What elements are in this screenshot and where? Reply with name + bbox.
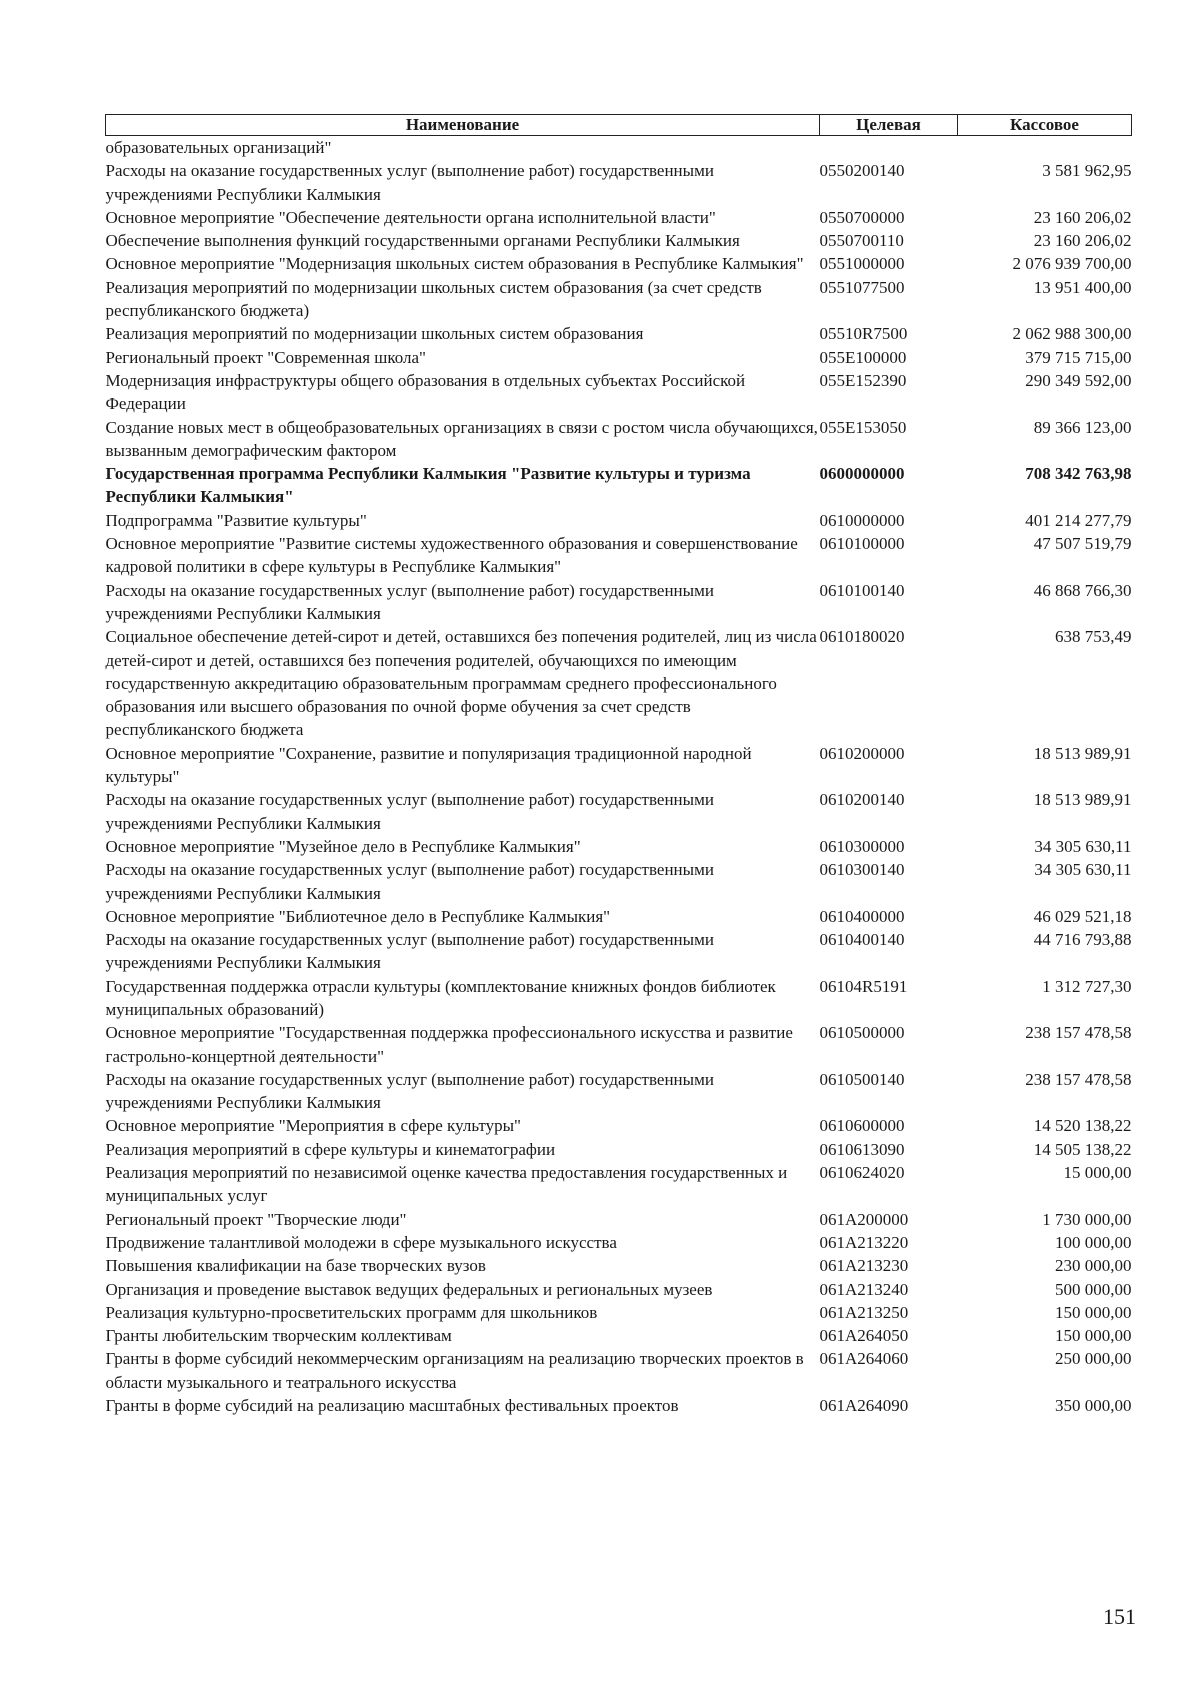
table-row: [106, 1231, 1132, 1254]
row-code: 0610624020: [819, 1163, 905, 1183]
row-code: 0610600000: [819, 1116, 905, 1136]
row-name: Гранты любительским творческим коллективам: [105, 1326, 452, 1346]
table-row: [106, 788, 1132, 835]
row-sum: 14 520 138,22: [1033, 1116, 1132, 1136]
row-code: 0610400140: [819, 930, 905, 950]
table-row: [106, 1021, 1132, 1068]
row-name: Региональный проект "Современная школа": [105, 347, 427, 367]
row-name: Гранты в форме субсидий некоммерческим организациям на реализацию творческих проектов в области музыкального и театрального искусства: [105, 1349, 804, 1392]
row-sum: 34 305 630,11: [1034, 860, 1132, 880]
row-code: 055E153050: [819, 417, 907, 437]
row-sum: 34 305 630,11: [1034, 836, 1132, 856]
row-name: Реализация мероприятий по модернизации школьных систем образования (за счет средств республиканского бюджета): [105, 277, 762, 321]
row-code: 061A264090: [819, 1396, 909, 1416]
row-code: 0600000000: [819, 464, 905, 484]
row-sum: 46 029 521,18: [1033, 906, 1132, 926]
row-code: 0610613090: [819, 1139, 905, 1159]
row-name: Расходы на оказание государственных услуг (выполнение работ) государственными учреждениями Республики Калмыкия: [105, 790, 714, 833]
row-name: Социальное обеспечение детей-сирот и детей, оставшихся без попечения родителей, лиц из числа детей-сирот и детей, оставшихся без попечения родителей, обучающихся по имеющим государственную аккредитацию образовательным программам среднего профессионального образования или высшего образования по очной форме обучения за счет средств республиканского бюджета: [105, 627, 817, 740]
table-row: [106, 625, 1132, 741]
row-name: Реализация мероприятий в сфере культуры и кинематографии: [105, 1139, 556, 1159]
row-code: 061A213250: [819, 1302, 909, 1322]
row-name: Основное мероприятие "Модернизация школьных систем образования в Республике Калмыкия": [105, 254, 804, 274]
row-name: Основное мероприятие "Развитие системы художественного образования и совершенствование кадровой политики в сфере культуры в Республике Калмыкия": [105, 534, 798, 577]
row-name: Гранты в форме субсидий на реализацию масштабных фестивальных проектов: [105, 1396, 679, 1416]
table-row: [106, 579, 1132, 626]
row-code: 0610300000: [819, 836, 905, 856]
row-name: Основное мероприятие "Сохранение, развитие и популяризация традиционной народной культуры": [105, 743, 752, 787]
row-code: 0550200140: [819, 161, 905, 181]
table-row: [106, 159, 1132, 206]
row-code: 0610200140: [819, 790, 905, 810]
row-sum: 500 000,00: [1055, 1279, 1132, 1299]
row-name: Основное мероприятие "Обеспечение деятельности органа исполнительной власти": [105, 207, 716, 227]
table-row: [106, 1324, 1132, 1347]
row-sum: 23 160 206,02: [1033, 231, 1132, 251]
budget-table: [105, 114, 1132, 1417]
row-code: 061A213230: [819, 1256, 909, 1276]
header-code: Целевая: [820, 115, 958, 136]
row-code: 0610100000: [819, 534, 905, 554]
row-name: Расходы на оказание государственных услуг (выполнение работ) государственными учреждениями Республики Калмыкия: [105, 580, 714, 623]
row-sum: 401 214 277,79: [1025, 510, 1132, 530]
table-row: [106, 509, 1132, 532]
row-name: образовательных организаций": [105, 138, 332, 157]
row-sum: [958, 136, 1132, 160]
row-sum: 14 505 138,22: [1033, 1139, 1132, 1159]
table-row: [106, 229, 1132, 252]
row-name: Расходы на оказание государственных услуг (выполнение работ) государственными учреждениями Республики Калмыкия: [105, 860, 714, 903]
row-sum: 1 730 000,00: [1042, 1209, 1132, 1229]
row-sum: 350 000,00: [1055, 1396, 1132, 1416]
row-name: Основное мероприятие "Мероприятия в сфере культуры": [105, 1116, 521, 1136]
row-name: Создание новых мест в общеобразовательных организациях в связи с ростом числа обучающихся, вызванным демографическим фактором: [105, 417, 818, 460]
row-name: Реализация культурно-просветительских программ для школьников: [105, 1302, 598, 1322]
row-code: 0610500000: [819, 1023, 905, 1043]
row-code: 0610180020: [819, 627, 905, 647]
table-row: [106, 532, 1132, 579]
row-sum: 238 157 478,58: [1025, 1023, 1132, 1043]
table-row: [106, 276, 1132, 323]
row-sum: 1 312 727,30: [1042, 976, 1132, 996]
table-row: [106, 1208, 1132, 1231]
row-code: 0610100140: [819, 580, 905, 600]
row-sum: 230 000,00: [1055, 1256, 1132, 1276]
table-row: [106, 1068, 1132, 1115]
row-code: 05510R7500: [819, 324, 908, 344]
row-code: 0550700000: [819, 207, 905, 227]
row-code: 055E100000: [819, 347, 907, 367]
row-code: 0610500140: [819, 1069, 905, 1089]
table-row: [106, 1394, 1132, 1417]
table-row: [106, 928, 1132, 975]
row-sum: 44 716 793,88: [1033, 930, 1132, 950]
row-name: Обеспечение выполнения функций государственными органами Республики Калмыкия: [105, 231, 740, 251]
row-sum: 18 513 989,91: [1033, 743, 1132, 763]
row-code: 061A213220: [819, 1232, 909, 1252]
table-row: [106, 346, 1132, 369]
header-name: Наименование: [106, 115, 820, 136]
row-name: Основное мероприятие "Государственная поддержка профессионального искусства и развитие гастрольно-концертной деятельности": [105, 1023, 793, 1066]
row-name: Основное мероприятие "Музейное дело в Республике Калмыкия": [105, 836, 581, 856]
table-row: [106, 975, 1132, 1022]
row-sum: 47 507 519,79: [1033, 534, 1132, 554]
row-sum: 3 581 962,95: [1042, 161, 1132, 181]
table-row: [106, 1301, 1132, 1324]
row-sum: 2 076 939 700,00: [1012, 254, 1132, 274]
row-sum: 46 868 766,30: [1033, 580, 1132, 600]
row-code: 061A264050: [819, 1326, 909, 1346]
table-row: [106, 1278, 1132, 1301]
table-row: [106, 252, 1132, 275]
row-code: 0551000000: [819, 254, 905, 274]
row-sum: 379 715 715,00: [1025, 347, 1132, 367]
table-row: [106, 1347, 1132, 1394]
table-row: [106, 416, 1132, 463]
row-sum: 238 157 478,58: [1025, 1069, 1132, 1089]
row-name: Расходы на оказание государственных услуг (выполнение работ) государственными учреждениями Республики Калмыкия: [105, 161, 714, 204]
row-code: 0550700110: [819, 231, 904, 251]
table-row: [106, 905, 1132, 928]
row-code: 061A200000: [819, 1209, 909, 1229]
table-row: [106, 1254, 1132, 1277]
table-row: [106, 206, 1132, 229]
table-row: [106, 1161, 1132, 1208]
row-code: 061A264060: [819, 1349, 909, 1369]
table-row: [106, 322, 1132, 345]
row-sum: 18 513 989,91: [1033, 790, 1132, 810]
row-code: 0610000000: [819, 510, 905, 530]
row-name: Государственная поддержка отрасли культуры (комплектование книжных фондов библиотек муниципальных образований): [105, 976, 776, 1019]
row-sum: 13 951 400,00: [1033, 277, 1132, 297]
row-name: Основное мероприятие "Библиотечное дело в Республике Калмыкия": [105, 906, 611, 926]
row-name: Модернизация инфраструктуры общего образования в отдельных субъектах Российской Федерации: [105, 370, 746, 414]
row-sum: 15 000,00: [1063, 1163, 1132, 1183]
row-code: 0610300140: [819, 860, 905, 880]
row-name: Подпрограмма "Развитие культуры": [105, 510, 367, 530]
row-code: 06104R5191: [819, 976, 908, 996]
row-name: Организация и проведение выставок ведущих федеральных и региональных музеев: [105, 1279, 713, 1299]
row-sum: 250 000,00: [1055, 1349, 1132, 1369]
row-sum: 89 366 123,00: [1033, 417, 1132, 437]
table-row: [106, 369, 1132, 416]
row-code: 055E152390: [819, 370, 907, 390]
row-sum: 638 753,49: [1055, 627, 1132, 647]
row-sum: 150 000,00: [1055, 1302, 1132, 1322]
row-name: Реализация мероприятий по независимой оценке качества предоставления государственных и муниципальных услуг: [105, 1163, 788, 1206]
table-row: [106, 462, 1132, 509]
row-name: Государственная программа Республики Калмыкия "Развитие культуры и туризма Республики Калмыкия": [105, 464, 751, 507]
row-code: 0551077500: [819, 277, 905, 297]
row-name: Расходы на оказание государственных услуг (выполнение работ) государственными учреждениями Республики Калмыкия: [105, 930, 714, 973]
table-row: [106, 835, 1132, 858]
header-sum: Кассовое: [958, 115, 1132, 136]
row-sum: 23 160 206,02: [1033, 207, 1132, 227]
row-sum: 150 000,00: [1055, 1326, 1132, 1346]
table-body: [106, 136, 1132, 1418]
table-row: [106, 1114, 1132, 1137]
row-sum: 708 342 763,98: [1025, 464, 1132, 484]
table-row: [106, 858, 1132, 905]
row-code: [820, 136, 958, 160]
row-sum: 2 062 988 300,00: [1012, 324, 1132, 344]
row-name: Продвижение талантливой молодежи в сфере музыкального искусства: [105, 1232, 617, 1252]
row-sum: 290 349 592,00: [1025, 370, 1132, 390]
row-name: Реализация мероприятий по модернизации школьных систем образования: [105, 324, 644, 344]
row-name: Повышения квалификации на базе творческих вузов: [105, 1256, 486, 1276]
row-name: Расходы на оказание государственных услуг (выполнение работ) государственными учреждениями Республики Калмыкия: [105, 1069, 714, 1113]
table-header-row: [106, 115, 1132, 136]
table-row: [106, 1138, 1132, 1161]
row-sum: 100 000,00: [1055, 1232, 1132, 1252]
table-row: [106, 136, 1132, 160]
row-code: 0610400000: [819, 906, 905, 926]
row-code: 0610200000: [819, 743, 905, 763]
table-row: [106, 742, 1132, 789]
page-number: 151: [1103, 1604, 1136, 1629]
row-code: 061A213240: [819, 1279, 909, 1299]
row-name: Региональный проект "Творческие люди": [105, 1209, 407, 1229]
